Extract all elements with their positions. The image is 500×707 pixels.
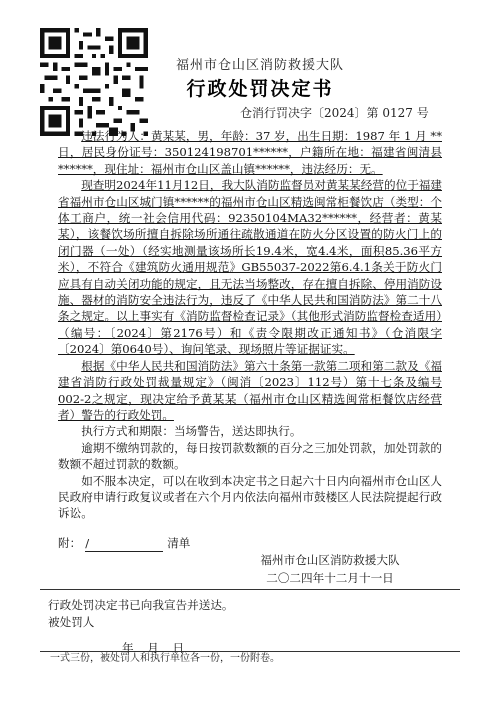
receipt-section <box>48 597 448 657</box>
attachment-list-row <box>58 535 190 552</box>
attachment-suffix: 清单 <box>167 536 191 550</box>
footer-note: 一式三份，被处罚人和执行单位各一份，一份附卷。 <box>50 653 280 664</box>
signature-org: 福州市仓山区消防救援大队 <box>260 553 400 567</box>
document-number: 仓消行罚决字〔2024〕第 0127 号 <box>240 106 429 120</box>
late-payment-paragraph: 逾期不缴纳罚款的，每日按罚款数额的百分之三加处罚款，加处罚款的数额不超过罚款的数额。 <box>58 440 442 472</box>
receipt-party-label: 被处罚人 <box>48 614 95 629</box>
issuing-agency: 福州市仓山区消防救援大队 <box>175 58 344 73</box>
document-title: 行政处罚决定书 <box>186 78 334 100</box>
facts-paragraph: 现查明2024年11月12日，我大队消防监督员对黄某某经营的位于福建省福州市仓山区城门镇******的福州市仓山区精选闽常柜餐饮店（类型：个体工商户，统一社会信用代码：92350104MA32******，经营者：黄某某），该餐饮场所擅自拆除场所通往疏散通道在防火分区设置的防火门上的闭门器（一处）（经实地测量该场所长19.4米，宽4.4米，面积85.36平方米），不符合《建筑防火通用规范》GB55037-2022第6.4.1条关于防火门应具有自动关闭功能的规定，且无法当场整改，存在擅自拆除、停用消防设施、器材的消防安全违法行为，违反了《中华人民共和国消防法》第二十八条之规定。以上事实有《消防监督检查记录》（其他形式消防监督检查适用）（编号：〔2024〕第2176号）和《责令限期改正通知书》（仓消限字〔2024〕第0640号）、询问笔录、现场照片等证据证实。 <box>58 178 442 357</box>
qr-code-image <box>40 28 148 136</box>
appeal-paragraph: 如不服本决定，可以在收到本决定书之日起六十日内向福州市仓山区人民政府申请行政复议或者在六个月内依法向福州市鼓楼区人民法院提起行政诉讼。 <box>58 473 442 521</box>
receipt-statement: 行政处罚决定书已向我宣告并送达。 <box>48 598 234 612</box>
attachment-prefix: 附： <box>58 536 82 550</box>
receipt-date: 年 月 日 <box>122 641 185 655</box>
violator-info: 违法行为人：黄某某，男，年龄：37 岁，出生日期：1987 年 1 月 ** 日，居民身份证号：350124198701******，户籍所在地：福建省闽清县******，现住址：福州市仓山区盖山镇******，违法经历：无。 <box>58 129 442 176</box>
decision-paragraph: 根据《中华人民共和国消防法》第六十条第一款第二项和第二款及《福建省消防行政处罚裁量规定》（闽消〔2023〕112号）第十七条及编号002-2之规定，现决定给予黄某某（福州市仓山区精选闽常柜餐饮店经营者）警告的行政处罚。 <box>58 358 442 422</box>
execution-paragraph: 执行方式和期限：当场警告，送达即执行。 <box>81 424 302 439</box>
section-divider <box>40 589 460 590</box>
attachment-blank: / <box>85 535 163 552</box>
document-body <box>58 128 442 522</box>
signature-date: 二〇二四年十二月十一日 <box>266 571 394 585</box>
